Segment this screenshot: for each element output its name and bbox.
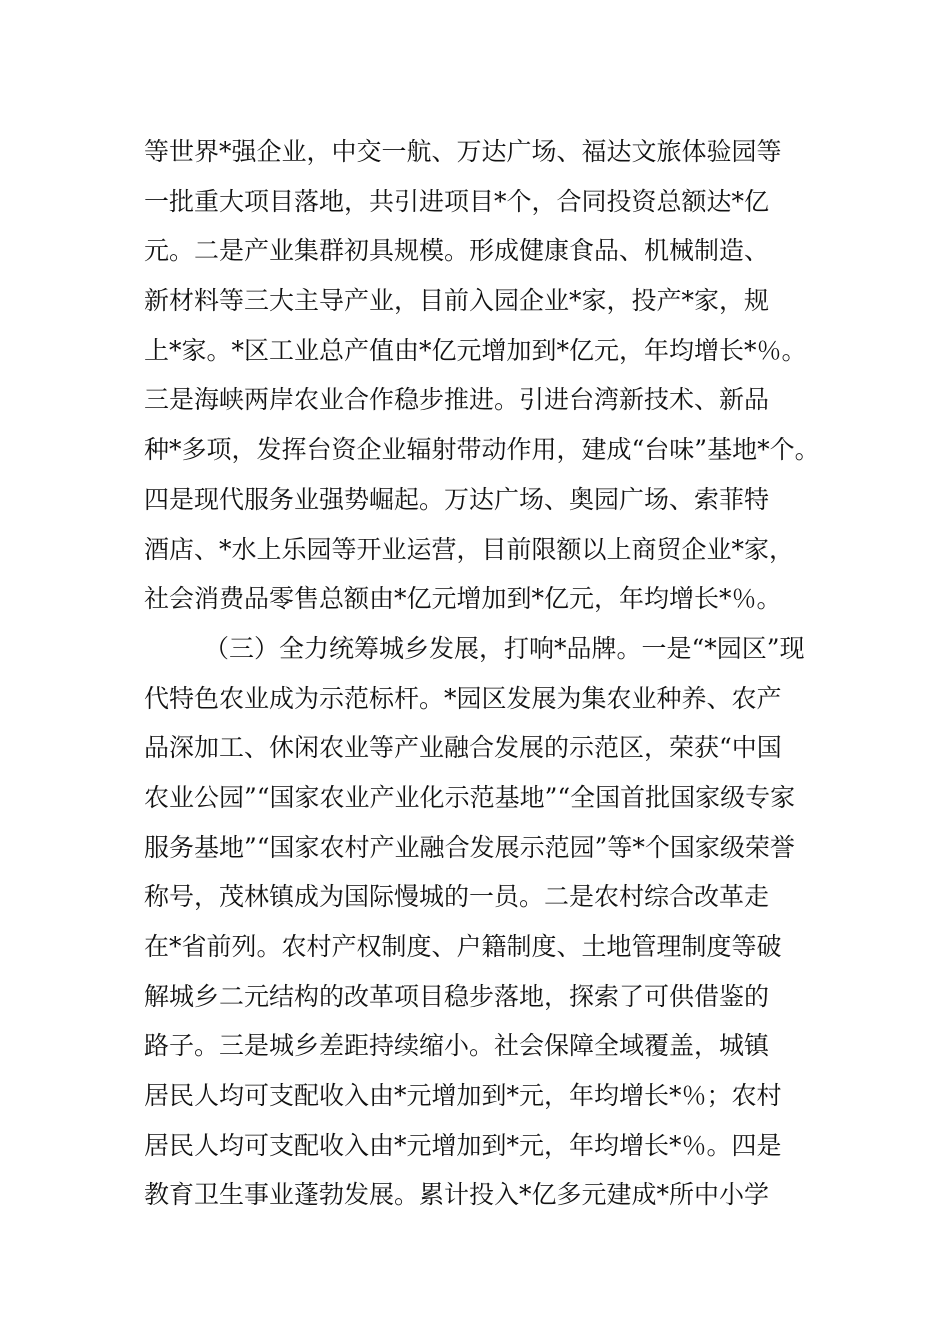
text-line: 新材料等三大主导产业，目前入园企业*家，投产*家，规 xyxy=(144,286,770,316)
text-line: 社会消费品零售总额由*亿元增加到*亿元，年均增长*％。 xyxy=(144,584,782,614)
paragraph-start-line: （三）全力统筹城乡发展，打响*品牌。一是“*园区”现 xyxy=(204,633,805,663)
text-line: 居民人均可支配收入由*元增加到*元，年均增长*％。四是 xyxy=(144,1130,782,1160)
text-line: 上*家。*区工业总产值由*亿元增加到*亿元，年均增长*％。 xyxy=(144,335,807,365)
text-line: 路子。三是城乡差距持续缩小。社会保障全域覆盖，城镇 xyxy=(144,1031,770,1061)
text-line: 农业公园”“国家农业产业化示范基地”“全国首批国家级专家 xyxy=(144,782,796,812)
text-line: 酒店、*水上乐园等开业运营，目前限额以上商贸企业*家， xyxy=(144,534,795,564)
text-line: 三是海峡两岸农业合作稳步推进。引进台湾新技术、新品 xyxy=(144,385,770,415)
text-line: 解城乡二元结构的改革项目稳步落地，探索了可供借鉴的 xyxy=(144,981,770,1011)
text-line: 元。二是产业集群初具规模。形成健康食品、机械制造、 xyxy=(144,236,770,266)
text-line: 品深加工、休闲农业等产业融合发展的示范区，荣获“中国 xyxy=(144,733,782,763)
text-line: 称号，茂林镇成为国际慢城的一员。二是农村综合改革走 xyxy=(144,882,770,912)
text-line: 代特色农业成为示范标杆。*园区发展为集农业种养、农产 xyxy=(144,683,782,713)
text-line: 在*省前列。农村产权制度、户籍制度、土地管理制度等破 xyxy=(144,932,782,961)
text-line: 教育卫生事业蓬勃发展。累计投入*亿多元建成*所中小学 xyxy=(144,1180,770,1210)
text-line: 一批重大项目落地，共引进项目*个，合同投资总额达*亿 xyxy=(144,186,770,216)
text-line: 四是现代服务业强势崛起。万达广场、奥园广场、索菲特 xyxy=(144,484,770,514)
text-line: 种*多项，发挥台资企业辐射带动作用，建成“台味”基地*个。 xyxy=(144,435,820,465)
body-text xyxy=(144,127,844,1220)
text-line: 等世界*强企业，中交一航、万达广场、福达文旅体验园等 xyxy=(144,137,782,166)
text-line: 服务基地”“国家农村产业融合发展示范园”等*个国家级荣誉 xyxy=(144,832,795,862)
text-line: 居民人均可支配收入由*元增加到*元，年均增长*％；农村 xyxy=(144,1081,782,1111)
